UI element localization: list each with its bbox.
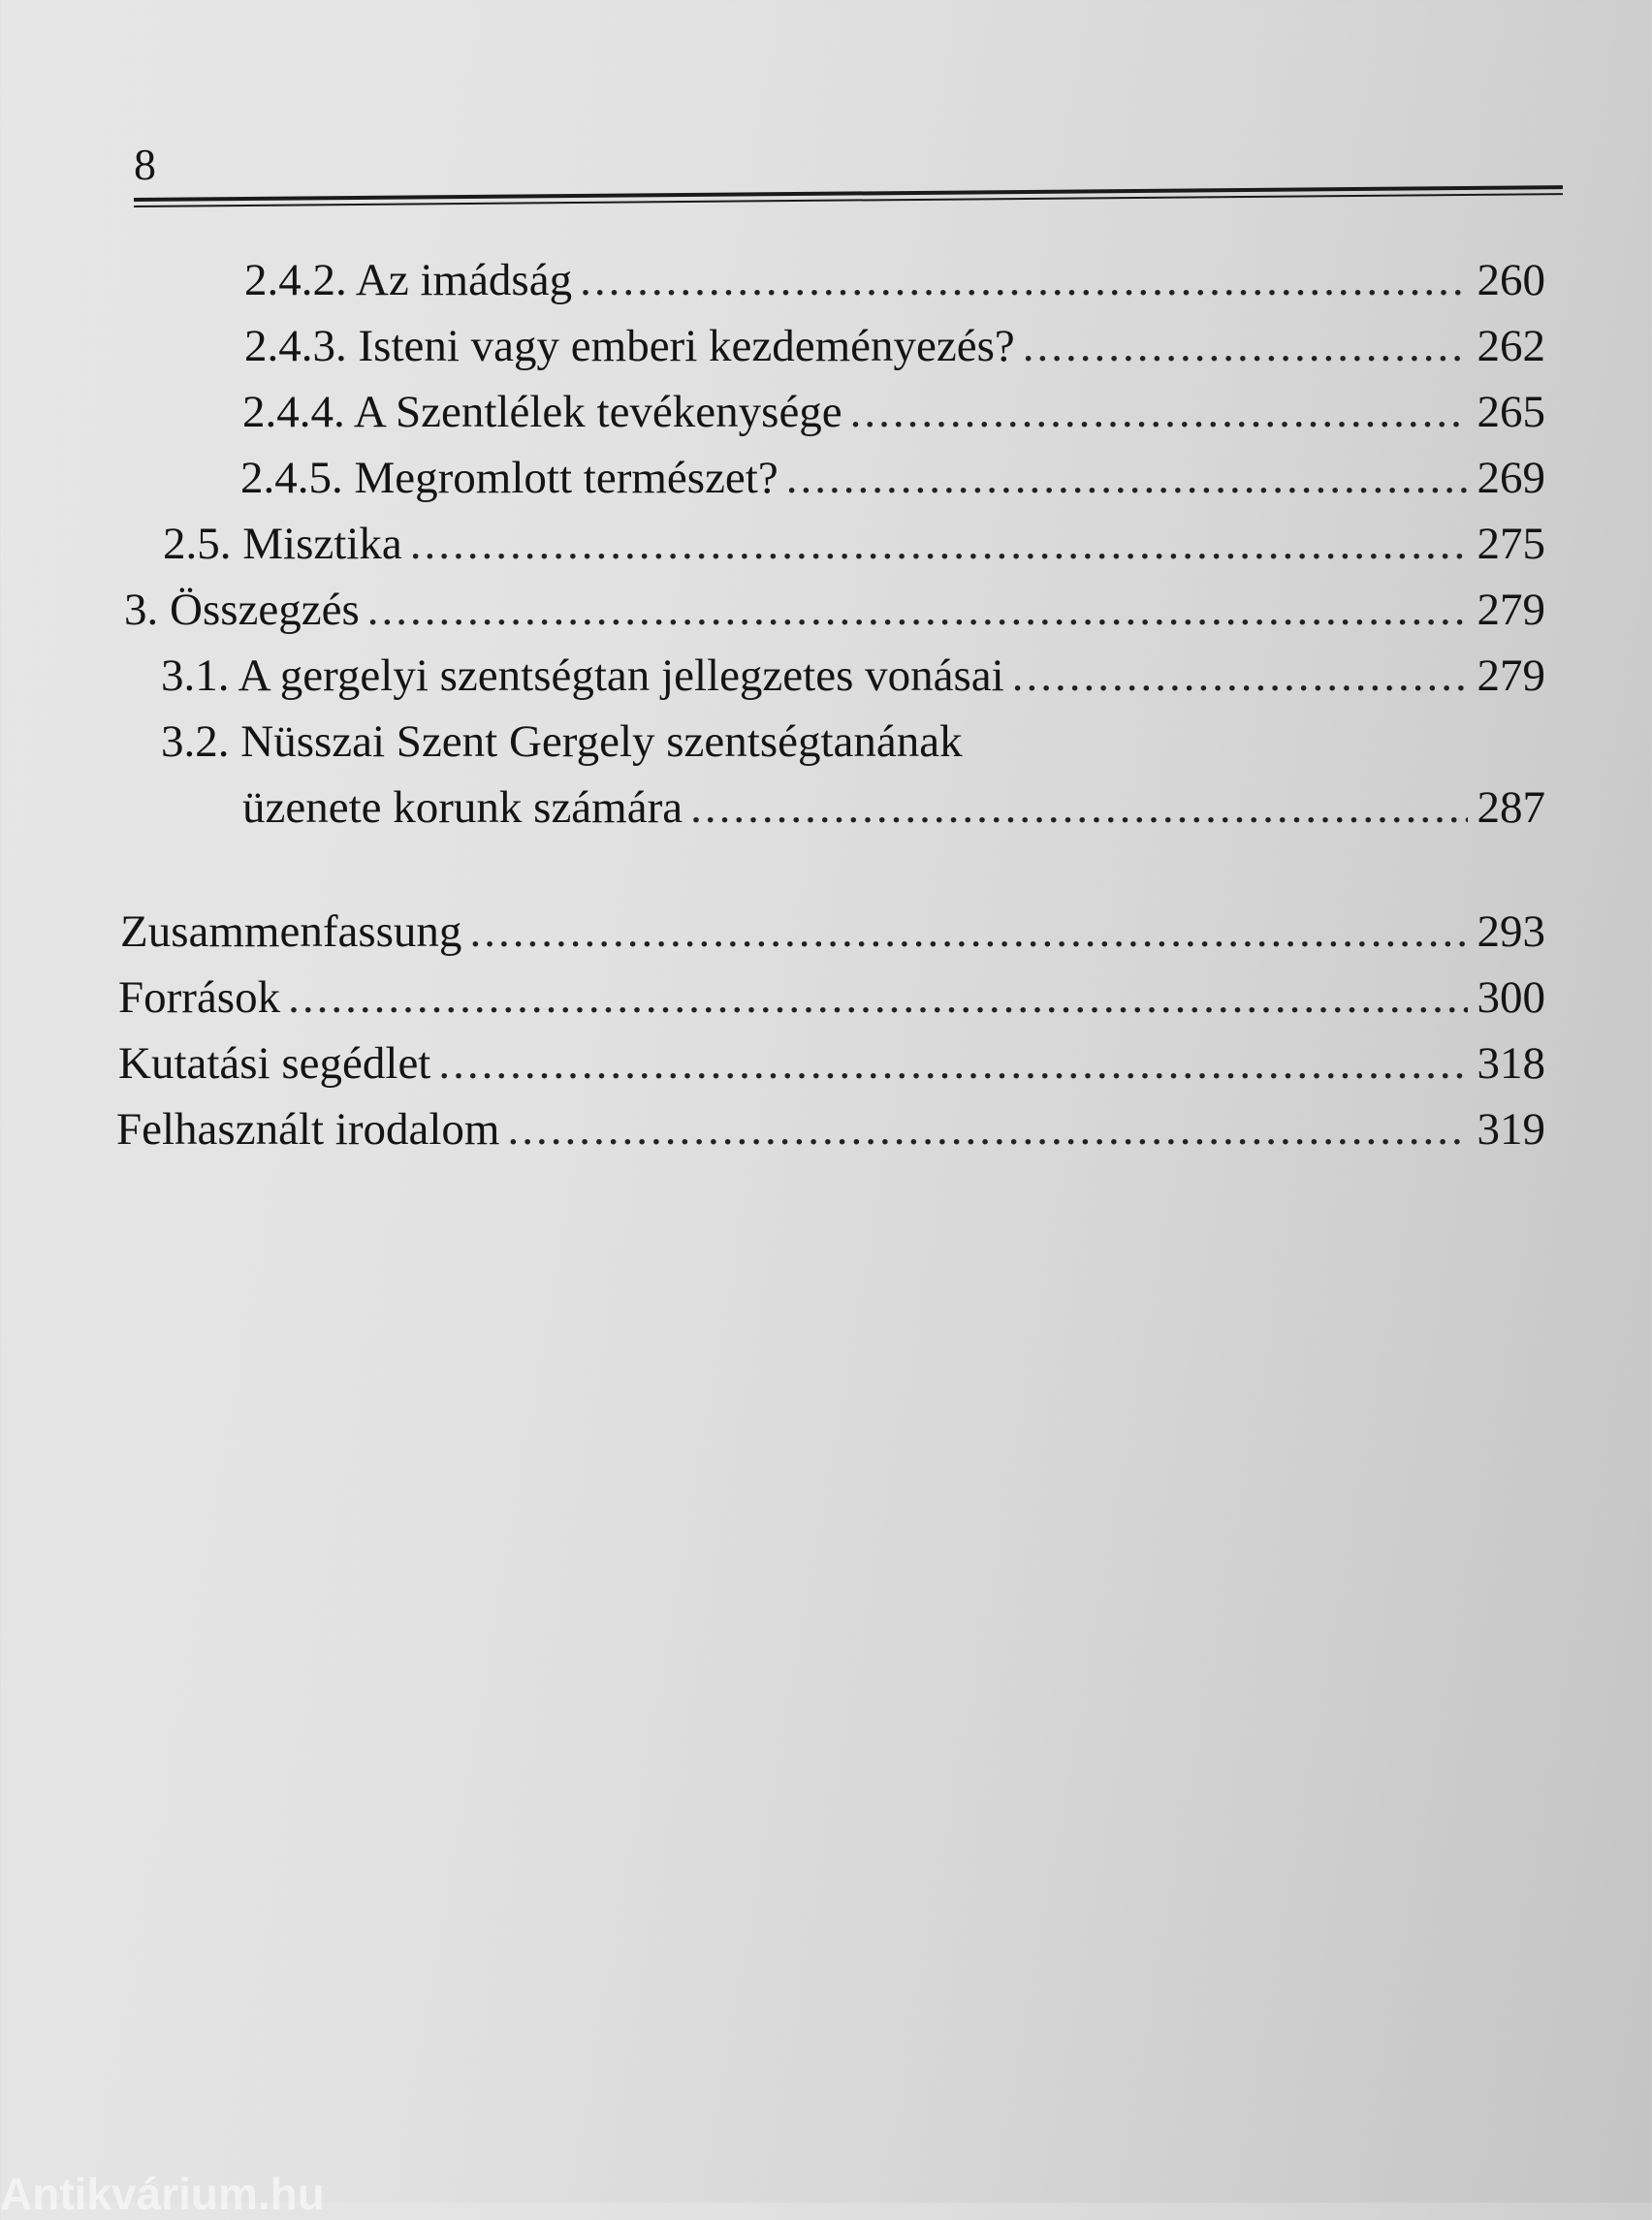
toc-entry-label: 2.4.3. Isteni vagy emberi kezdeményezés? [244, 321, 1015, 371]
watermark: Antikvárium.hu [0, 2169, 325, 2219]
dot-leader [367, 580, 1468, 640]
dot-leader [1023, 316, 1468, 376]
dot-leader [1012, 646, 1468, 706]
toc-entry-label: Felhasznált irodalom [116, 1104, 500, 1155]
toc-entry-label: 3.1. A gergelyi szentségtan jellegzetes vonásai [161, 650, 1004, 701]
toc-entry [118, 967, 1545, 1028]
toc-entry-page: 318 [1477, 1038, 1545, 1089]
toc-entry [118, 1033, 1545, 1094]
toc-entry-page: 275 [1477, 519, 1545, 569]
toc-entry-label: 2.5. Misztika [163, 519, 402, 569]
toc-entry [124, 580, 1545, 640]
toc-entry [163, 514, 1545, 574]
toc-entry-label: 2.4.4. A Szentlélek tevékenysége [242, 387, 842, 437]
toc-entry [120, 902, 1545, 962]
toc-entry-page: 260 [1477, 255, 1545, 305]
toc-entry [242, 382, 1545, 442]
toc-entry-page: 319 [1477, 1104, 1545, 1155]
toc-entry [242, 777, 1545, 838]
toc-entry-label: 2.4.5. Megromlott természet? [240, 453, 778, 503]
dot-leader [438, 1033, 1467, 1094]
toc-entry-page: 287 [1477, 782, 1545, 833]
toc-entry-page: 300 [1477, 972, 1545, 1023]
toc-entry-page: 279 [1477, 650, 1545, 701]
toc-entry-label: Források [118, 972, 281, 1023]
dot-leader [469, 902, 1467, 962]
dot-leader [850, 382, 1468, 442]
toc-entry-page: 262 [1477, 321, 1545, 371]
toc-entry [240, 448, 1545, 508]
toc-entry [161, 646, 1545, 706]
dot-leader [580, 250, 1467, 310]
dot-leader [690, 777, 1467, 838]
toc-entry-label: üzenete korunk számára [242, 782, 683, 833]
dot-leader [786, 448, 1468, 508]
toc-entry-label: 3.2. Nüsszai Szent Gergely szentségtanának [161, 716, 963, 767]
toc-entry-label: 3. Összegzés [124, 585, 360, 635]
toc-entry-label: 2.4.2. Az imádság [244, 255, 573, 305]
toc-entry-label: Zusammenfassung [120, 906, 462, 957]
toc-entry [116, 1099, 1545, 1159]
page-number: 8 [134, 140, 156, 189]
dot-leader [288, 967, 1467, 1028]
toc-entry-page: 265 [1477, 387, 1545, 437]
toc-entry-label: Kutatási segédlet [118, 1038, 431, 1089]
toc-entry [244, 250, 1545, 310]
toc-entry [244, 316, 1545, 376]
dot-leader [410, 514, 1468, 574]
toc-entry-page: 293 [1477, 906, 1545, 957]
toc-entry-page: 269 [1477, 453, 1545, 503]
dot-leader [507, 1099, 1467, 1159]
toc-entry-page: 279 [1477, 585, 1545, 635]
